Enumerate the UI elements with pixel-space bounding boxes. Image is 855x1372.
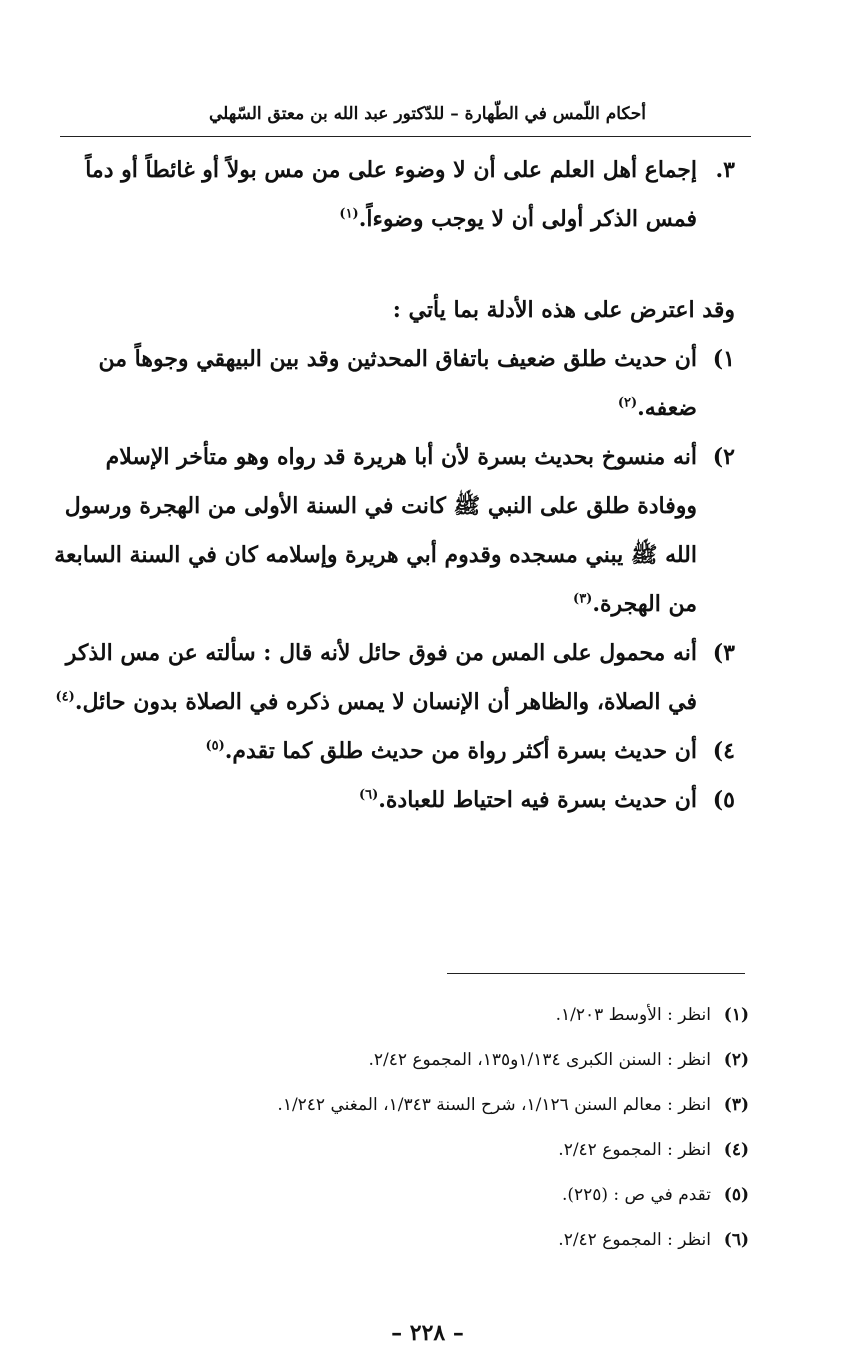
footnote-text: انظر : السنن الكبرى ١/١٣٤و١٣٥، المجموع ٢/٤٢. <box>368 1050 711 1070</box>
footnote-ref: (٢) <box>617 395 638 411</box>
footnote <box>80 993 749 1038</box>
evidence-point-3 <box>40 146 735 244</box>
footnote-divider <box>447 973 745 974</box>
item-text: أن حديث بسرة أكثر رواة من حديث طلق كما تقدم. <box>224 738 697 764</box>
footnote-text: انظر : المجموع ٢/٤٢. <box>558 1140 711 1160</box>
footnote-number: (٢) <box>723 1050 749 1070</box>
item-number: ٢) <box>712 444 735 470</box>
footnote-ref: (١) <box>339 206 359 222</box>
footnote <box>80 1173 749 1218</box>
footnote-ref: (٤) <box>55 689 75 705</box>
footnote-number: (٦) <box>723 1230 749 1250</box>
item-text: أنه محمول على المس من فوق حائل لأنه قال : سألته عن مس الذكر في الصلاة، والظاهر أن الإنسان لا يمس ذكره في الصلاة بدون حائل. <box>65 640 697 715</box>
item-text: أنه منسوخ بحديث بسرة لأن أبا هريرة قد رواه وهو متأخر الإسلام ووفادة طلق على النبي ﷺ كانت في السنة الأولى من الهجرة ورسول الله ﷺ يبني مسجده وقدوم أبي هريرة وإسلامه كان في السنة السابعة من الهجرة. <box>54 444 697 617</box>
footnote <box>80 1128 749 1173</box>
footnote-text: انظر : معالم السنن ١/١٢٦، شرح السنة ١/٣٤٣، المغني ١/٢٤٢. <box>277 1095 711 1115</box>
objection-item <box>40 776 735 825</box>
header-divider <box>60 136 751 137</box>
item-text: أن حديث طلق ضعيف باتفاق المحدثين وقد بين البيهقي وجوهاً من ضعفه. <box>98 346 697 421</box>
footnote <box>80 1038 749 1083</box>
footnote-text: انظر : المجموع ٢/٤٢. <box>558 1230 711 1250</box>
objection-item <box>40 335 735 433</box>
item-number: ٥) <box>712 787 735 813</box>
footnotes <box>80 993 749 1263</box>
item-number: ٣) <box>712 640 735 666</box>
page-number: – ٢٢٨ – <box>391 1320 464 1346</box>
footnote-number: (٤) <box>723 1140 749 1160</box>
footnote-number: (١) <box>723 1005 749 1025</box>
footnote <box>80 1083 749 1128</box>
item-text: أن حديث بسرة فيه احتياط للعبادة. <box>378 787 697 813</box>
point-text: إجماع أهل العلم على أن لا وضوء على من مس بولاً أو غائطاً أو دماً فمس الذكر أولى أن لا يوجب وضوءاً. <box>85 157 697 232</box>
footnote-ref: (٦) <box>358 787 379 803</box>
objections-intro: وقد اعترض على هذه الأدلة بما يأتي : <box>392 297 735 323</box>
point-number: ٣. <box>715 157 735 183</box>
objection-item <box>40 433 735 629</box>
paragraph-spacer <box>40 244 735 286</box>
footnote-number: (٣) <box>723 1095 749 1115</box>
footnote-text: تقدم في ص : (٢٢٥). <box>561 1185 711 1205</box>
running-header: أحكام اللّمس في الطّهارة – للدّكتور عبد الله بن معتق السّهلي <box>208 104 647 124</box>
footnote-text: انظر : الأوسط ١/٢٠٣. <box>555 1005 711 1025</box>
item-number: ١) <box>712 346 735 372</box>
footnote-ref: (٣) <box>573 591 593 607</box>
item-number: ٤) <box>712 738 735 764</box>
objection-item <box>40 727 735 776</box>
footnote <box>80 1218 749 1263</box>
objection-item <box>40 629 735 727</box>
footnote-number: (٥) <box>723 1185 749 1205</box>
main-text <box>40 146 735 825</box>
footnote-ref: (٥) <box>205 738 225 754</box>
